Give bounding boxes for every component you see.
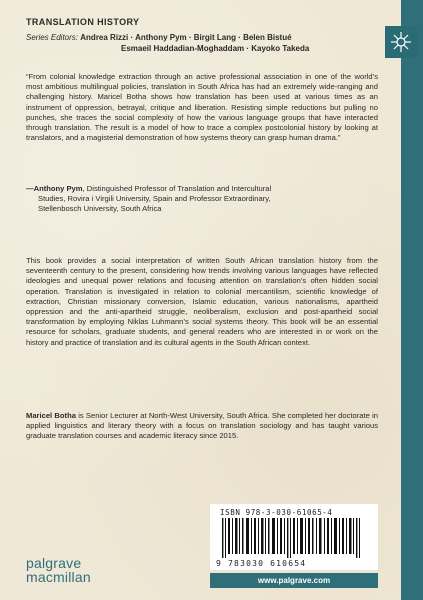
editors-label: Series Editors: (26, 33, 79, 42)
isbn-label: ISBN 978-3-030-61065-4 (220, 508, 333, 517)
publisher-url[interactable]: www.palgrave.com (210, 573, 378, 588)
series-editors (26, 32, 376, 54)
barcode-icon (220, 518, 368, 558)
spine-strip (401, 0, 423, 600)
series-logo-icon (385, 26, 417, 58)
publisher-line2: macmillan (26, 569, 91, 585)
endorsement-quote: “From colonial knowledge extraction through an active professional association in one of the world’s most ambitious multilingual policies, translation in South Africa has had an extremely wide-ranging and challenging history. Maricel Botha shows how translation has been used at various times as an instrument of oppression, betrayal, critique and liberation. Resisting simple reductions but pulling no punches, she traces the social complexity of how the various language groups that have interacted through translation. The result is a model of how to trace a complex postcolonial history by looking at translators, and a magisterial demonstration of how systems theory can grasp human drama.” (26, 72, 378, 143)
publisher-line1: palgrave (26, 555, 82, 571)
attribution-role-line2: Studies, Rovira i Virgili University, Spain and Professor Extraordinary, (38, 194, 271, 204)
author-bio (26, 411, 378, 442)
author-bio-text: is Senior Lecturer at North-West University, South Africa. She completed her doctorate in applied linguistics and literary theory with a focus on translation sociology and has taught various graduate translation courses and academic literacy since 2015. (26, 411, 378, 441)
editors-names-line1: Andrea Rizzi · Anthony Pym · Birgit Lang · Belen Bistué (80, 33, 292, 42)
author-name: Maricel Botha (26, 411, 76, 420)
barcode-panel (210, 504, 378, 570)
book-description: This book provides a social interpretation of written South African translation history from the seventeenth century to the present, considering how trends involving various languages have reflected ideologies and unequal power relations and focusing attention on translation’s often hidden social operation. Translation is investigated in relation to colonial mercantilism, scientific knowledge of extraction, Christian missionary conversion, Islamic education, various nationalisms, apartheid oppression and the anti-apartheid struggle, neoliberalism, exclusion and post-apartheid social transformation by employing Niklas Luhmann’s social systems theory. This book will be an essential resource for scholars, graduate students, and general readers who are interested in or work on the history and practice of translation and its cultural agents in the South African context. (26, 256, 378, 347)
attribution-name: —Anthony Pym (26, 184, 83, 193)
attribution-role-line1: , Distinguished Professor of Translation and Intercultural (82, 184, 272, 193)
series-title: TRANSLATION HISTORY (26, 17, 140, 27)
attribution-role-line3: Stellenbosch University, South Africa (38, 204, 162, 214)
quote-attribution (26, 184, 378, 215)
barcode-number: 9 783030 610654 (216, 559, 307, 568)
editors-names-line2: Esmaeil Haddadian-Moghaddam · Kayoko Takeda (121, 44, 310, 53)
publisher-logo (26, 556, 91, 584)
